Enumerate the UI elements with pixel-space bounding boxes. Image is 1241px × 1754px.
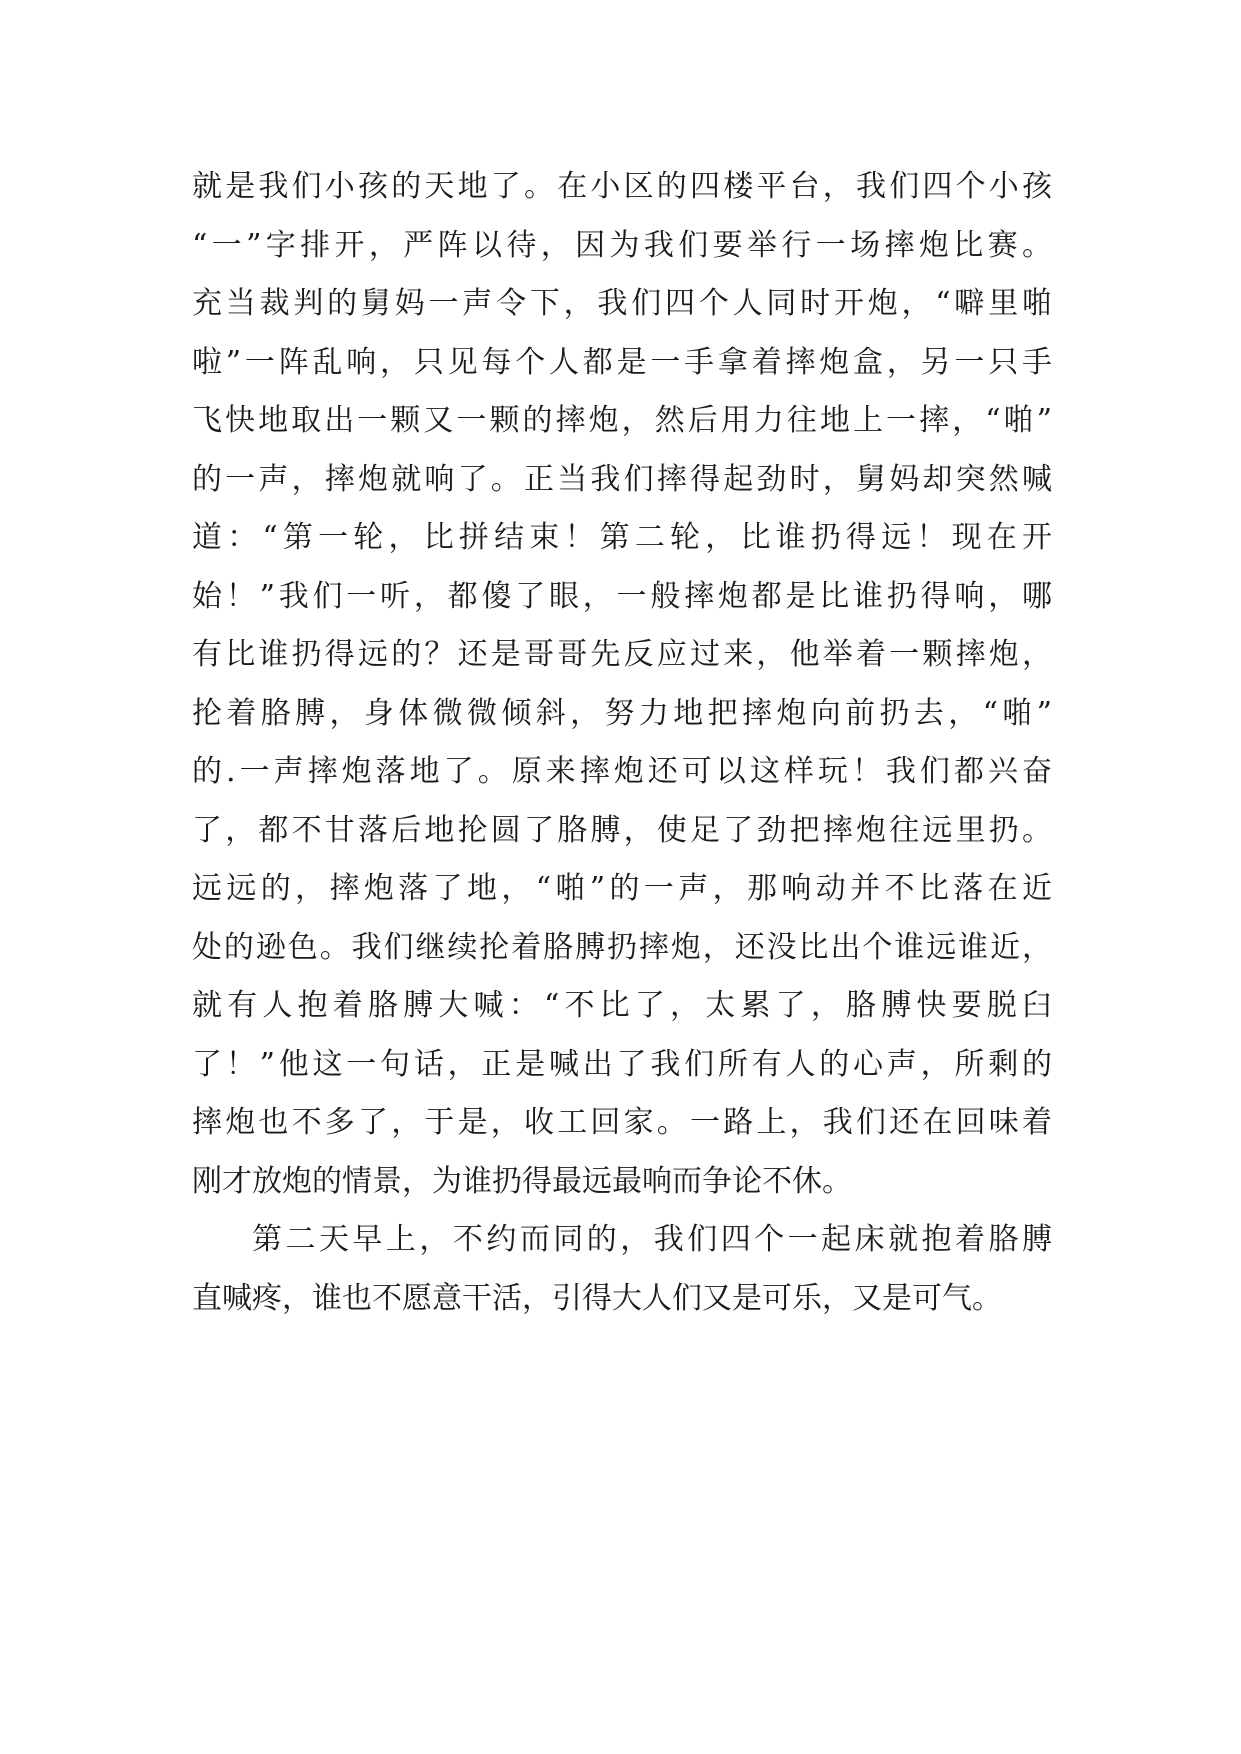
paragraph-2 xyxy=(192,1211,1052,1328)
text-line: 充当裁判的舅妈一声令下，我们四个人同时开炮，“噼里啪 xyxy=(192,286,1052,321)
text-line: 第二天早上，不约而同的，我们四个一起床就抱着胳膊 xyxy=(252,1222,1052,1257)
text-line: 的一声，摔炮就响了。正当我们摔得起劲时，舅妈却突然喊 xyxy=(192,461,1052,497)
text-line: 直喊疼，谁也不愿意干活，引得大人们又是可乐，又是可气。 xyxy=(192,1280,1002,1316)
text-line: 处的逊色。我们继续抡着胳膊扔摔炮，还没比出个谁远谁近， xyxy=(192,929,1052,965)
text-line: “一”字排开，严阵以待，因为我们要举行一场摔炮比赛。 xyxy=(192,227,1052,263)
text-line: 抡着胳膊，身体微微倾斜，努力地把摔炮向前扔去，“啪” xyxy=(192,695,1052,731)
text-line: 刚才放炮的情景，为谁扔得最远最响而争论不休。 xyxy=(192,1163,852,1199)
paragraph-1 xyxy=(192,158,1052,1211)
text-line: 摔炮也不多了，于是，收工回家。一路上，我们还在回味着 xyxy=(192,1105,1052,1140)
text-line: 远远的，摔炮落了地，“啪”的一声，那响动并不比落在近 xyxy=(192,871,1052,906)
text-line: 始！”我们一听，都傻了眼，一般摔炮都是比谁扔得响，哪 xyxy=(192,578,1052,614)
text-line: 飞快地取出一颗又一颗的摔炮，然后用力往地上一摔，“啪” xyxy=(192,403,1052,438)
text-line: 有比谁扔得远的？还是哥哥先反应过来，他举着一颗摔炮， xyxy=(192,637,1052,672)
text-line: 道：“第一轮，比拼结束！第二轮，比谁扔得远！现在开 xyxy=(192,520,1052,555)
text-line: 就有人抱着胳膊大喊：“不比了，太累了，胳膊快要脱臼 xyxy=(192,988,1052,1023)
document-body xyxy=(192,158,1052,1328)
text-line: 啦”一阵乱响，只见每个人都是一手拿着摔炮盒，另一只手 xyxy=(192,344,1052,380)
text-line: 了！”他这一句话，正是喊出了我们所有人的心声，所剩的 xyxy=(192,1046,1052,1082)
text-line: 的.一声摔炮落地了。原来摔炮还可以这样玩！我们都兴奋 xyxy=(192,754,1052,789)
text-line: 了，都不甘落后地抡圆了胳膊，使足了劲把摔炮往远里扔。 xyxy=(192,812,1052,848)
text-line: 就是我们小孩的天地了。在小区的四楼平台，我们四个小孩 xyxy=(192,169,1052,204)
